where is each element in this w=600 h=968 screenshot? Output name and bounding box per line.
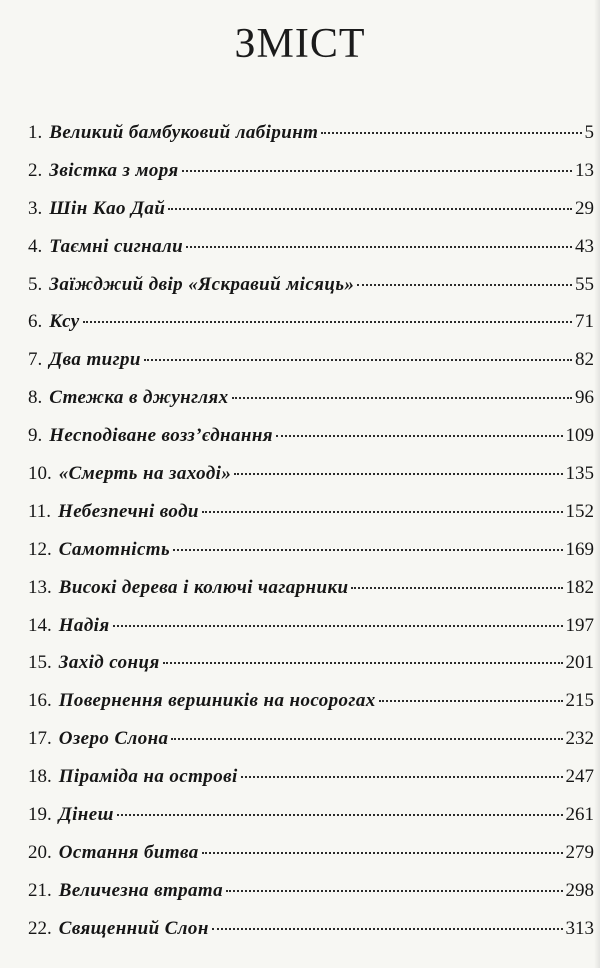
entry-page: 201 (565, 652, 594, 674)
toc-entry (28, 198, 594, 236)
dot-leader (226, 890, 562, 892)
entry-page: 135 (565, 463, 594, 485)
entry-page: 109 (565, 425, 594, 447)
entry-number: 1. (28, 122, 43, 143)
entry-number: 18. (28, 766, 52, 788)
toc-entry (28, 311, 594, 349)
toc-entry (28, 160, 594, 198)
entry-title: Заїжджий двір «Яскравий місяць» (49, 273, 355, 295)
entry-title: Таємні сигнали (49, 235, 184, 257)
toc-entry (28, 842, 594, 880)
entry-number: 9. (28, 425, 43, 447)
toc-entry (28, 501, 594, 539)
entry-page: 232 (565, 728, 594, 750)
entry-title: Піраміда на острові (58, 766, 238, 788)
entry-title: Звістка з моря (49, 159, 179, 181)
entry-page: 29 (575, 197, 594, 219)
dot-leader (182, 170, 572, 172)
entry-page: 182 (565, 576, 594, 598)
dot-leader (241, 776, 563, 778)
entry-page: 5 (584, 122, 594, 143)
entry-title: Озеро Слона (58, 728, 169, 750)
entry-number: 10. (28, 463, 52, 485)
dot-leader (212, 928, 563, 930)
entry-number: 8. (28, 387, 43, 409)
entry-number: 4. (28, 235, 43, 257)
dot-leader (276, 435, 563, 437)
toc-entry (28, 577, 594, 615)
toc-entry (28, 880, 594, 918)
dot-leader (357, 284, 572, 286)
dot-leader (234, 473, 562, 475)
entry-number: 7. (28, 349, 43, 371)
dot-leader (168, 208, 572, 210)
entry-number: 2. (28, 159, 43, 181)
entry-page: 215 (565, 690, 594, 712)
dot-leader (113, 625, 563, 627)
entry-page: 13 (575, 159, 594, 181)
entry-page: 247 (565, 766, 594, 788)
toc-entry (28, 652, 594, 690)
toc-entry (28, 236, 594, 274)
toc-entry (28, 387, 594, 425)
dot-leader (232, 397, 572, 399)
toc-entry (28, 804, 594, 842)
entry-title: Несподіване возз’єднання (49, 425, 273, 447)
entry-number: 19. (28, 804, 52, 826)
entry-number: 22. (28, 917, 52, 939)
toc-entry (28, 615, 594, 653)
dot-leader (186, 246, 572, 248)
dot-leader (171, 738, 562, 740)
toc-entry (28, 918, 594, 956)
table-of-contents (28, 122, 594, 956)
entry-page: 279 (565, 841, 594, 863)
dot-leader (173, 549, 562, 551)
toc-entry (28, 690, 594, 728)
entry-title: Великий бамбуковий лабіринт (49, 122, 319, 143)
entry-number: 15. (28, 652, 52, 674)
entry-title: Два тигри (49, 349, 141, 371)
entry-title: Надія (58, 614, 110, 636)
dot-leader (83, 321, 572, 323)
toc-entry (28, 274, 594, 312)
entry-number: 16. (28, 690, 52, 712)
entry-page: 71 (575, 311, 594, 333)
entry-title: Високі дерева і колючі чагарники (58, 576, 349, 598)
entry-page: 261 (565, 804, 594, 826)
dot-leader (202, 852, 563, 854)
toc-entry (28, 425, 594, 463)
entry-number: 11. (28, 500, 52, 522)
entry-number: 5. (28, 273, 43, 295)
entry-number: 14. (28, 614, 52, 636)
dot-leader (117, 814, 563, 816)
entry-title: Стежка в джунглях (49, 387, 229, 409)
entry-page: 313 (565, 917, 594, 939)
entry-title: Захід сонця (58, 652, 160, 674)
entry-page: 43 (575, 235, 594, 257)
dot-leader (321, 132, 581, 134)
entry-title: Ксу (49, 311, 80, 333)
page-edge-shadow (594, 0, 600, 968)
entry-number: 17. (28, 728, 52, 750)
dot-leader (351, 587, 562, 589)
dot-leader (144, 359, 572, 361)
entry-page: 82 (575, 349, 594, 371)
entry-number: 20. (28, 841, 52, 863)
toc-entry (28, 122, 594, 160)
toc-entry (28, 728, 594, 766)
dot-leader (163, 662, 563, 664)
entry-title: «Смерть на заході» (58, 463, 232, 485)
entry-number: 6. (28, 311, 43, 333)
entry-page: 55 (575, 273, 594, 295)
entry-title: Остання битва (58, 841, 199, 863)
entry-title: Шін Као Дай (49, 197, 166, 219)
entry-number: 3. (28, 197, 43, 219)
entry-title: Священний Слон (58, 917, 209, 939)
entry-title: Самотність (58, 538, 171, 560)
toc-entry (28, 766, 594, 804)
page-title: ЗМІСТ (234, 21, 366, 67)
toc-entry (28, 349, 594, 387)
entry-title: Повернення вершників на носорогах (58, 690, 376, 712)
dot-leader (379, 700, 563, 702)
dot-leader (202, 511, 563, 513)
entry-page: 298 (565, 879, 594, 901)
entry-page: 96 (575, 387, 594, 409)
entry-title: Дінеш (58, 804, 114, 826)
entry-title: Величезна втрата (58, 879, 224, 901)
entry-page: 169 (565, 538, 594, 560)
entry-number: 12. (28, 538, 52, 560)
toc-entry (28, 539, 594, 577)
entry-title: Небезпечні води (58, 500, 199, 522)
entry-page: 152 (565, 500, 594, 522)
entry-number: 21. (28, 879, 52, 901)
toc-entry (28, 463, 594, 501)
entry-number: 13. (28, 576, 52, 598)
entry-page: 197 (565, 614, 594, 636)
